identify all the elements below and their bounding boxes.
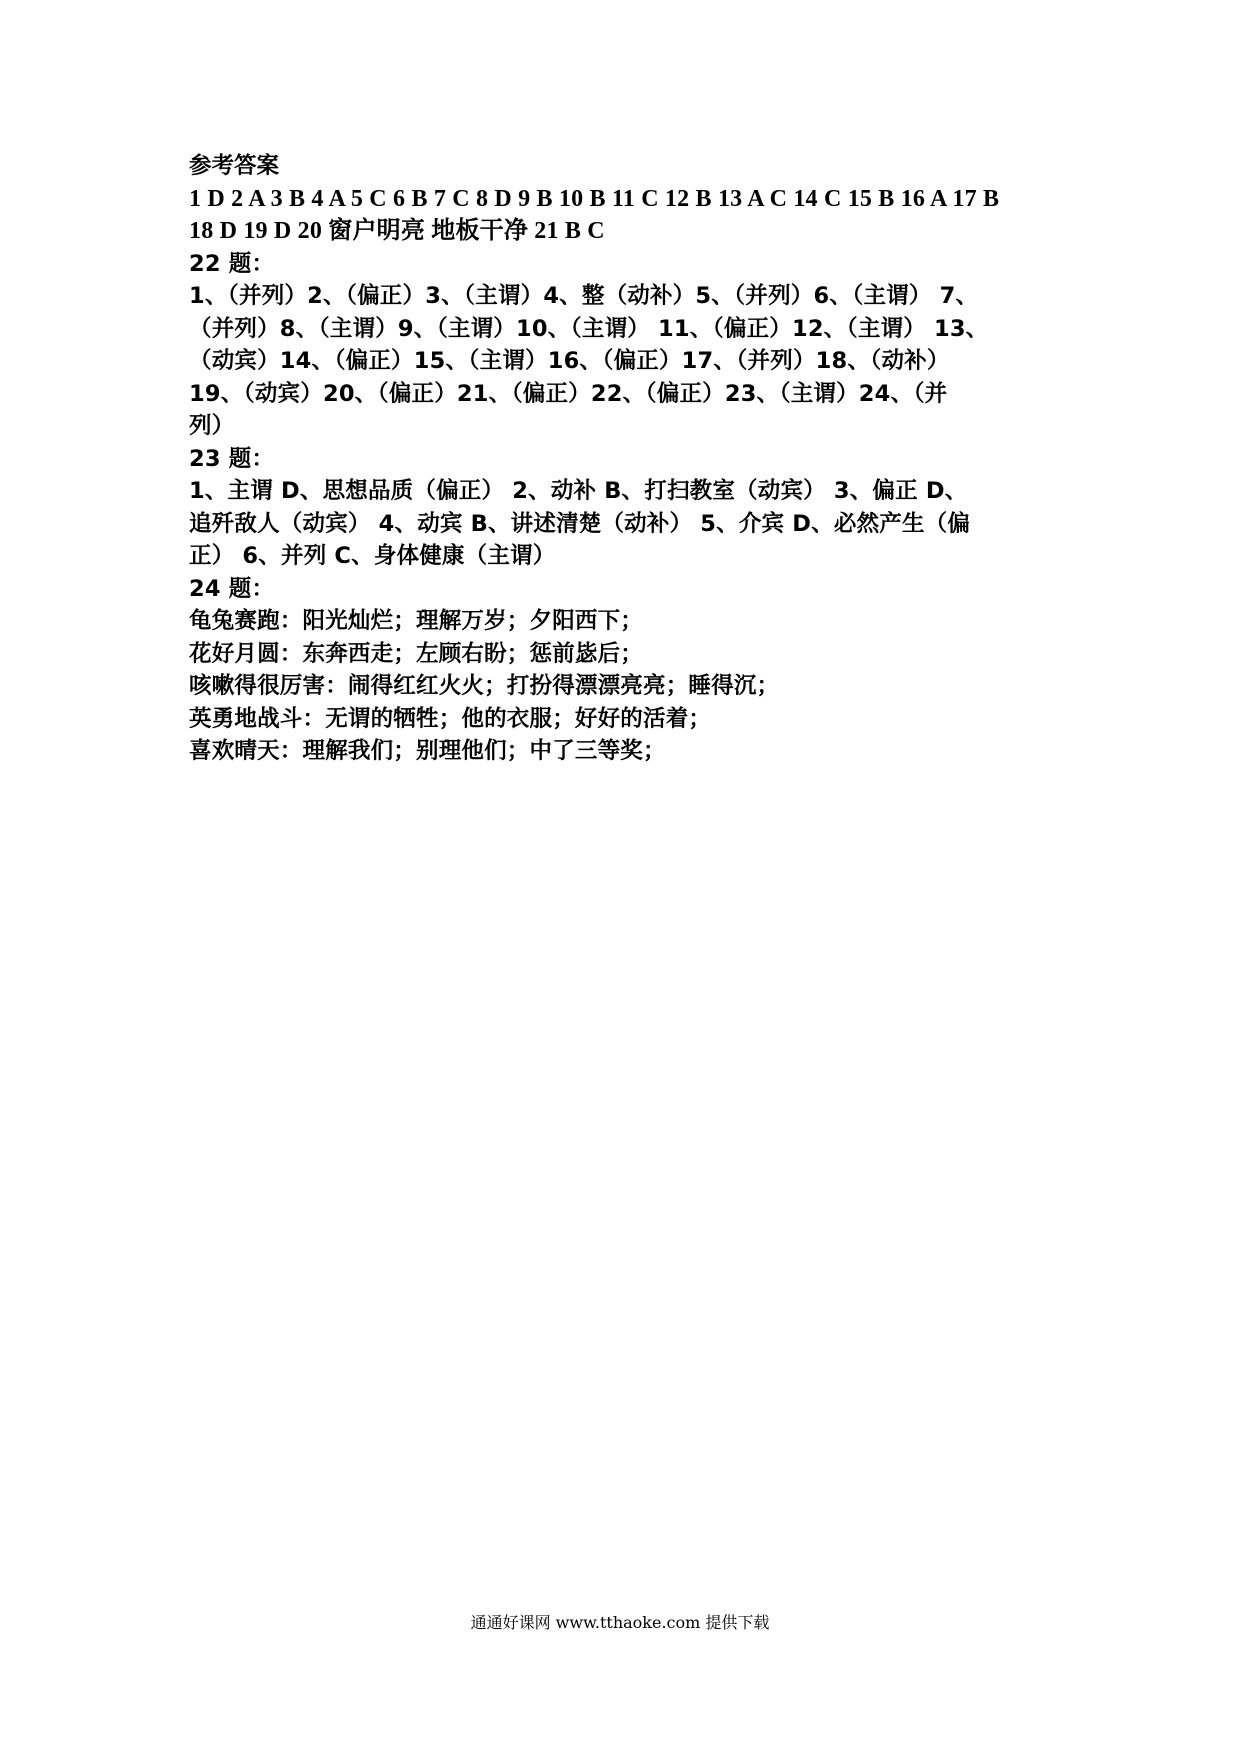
q22-line: （并列）8、（主谓）9、（主谓）10、（主谓） 11、（偏正）12、（主谓） 13、 <box>189 315 989 342</box>
page-title: 参考答案 <box>189 153 280 179</box>
q24-line: 喜欢晴天：理解我们；别理他们；中了三等奖； <box>189 738 666 764</box>
answers-line-2-text: 18 D 19 D 20 窗户明亮 地板干净 21 B C <box>189 218 605 244</box>
answer-key <box>189 150 1061 768</box>
answers-line-1: 1 D 2 A 3 B 4 A 5 C 6 B 7 C 8 D 9 B 10 B 11 C 12 B 13 A C 14 C 15 B 16 A 17 B <box>189 185 1000 212</box>
q22-line: （动宾）14、（偏正）15、（主谓）16、（偏正）17、（并列）18、（动补） <box>189 348 950 374</box>
q23-line: 1、主谓 D、思想品质（偏正） 2、动补 B、打扫教室（动宾） 3、偏正 D、 <box>189 478 968 504</box>
q23-heading: 23 题： <box>189 445 275 472</box>
q24-heading: 24 题： <box>189 575 275 602</box>
q22-line: 列） <box>189 413 235 439</box>
answers-line-2 <box>189 215 1061 248</box>
page-footer: 通通好课网 www.tthaoke.com 提供下载 <box>470 1613 770 1632</box>
q24-line: 英勇地战斗：无谓的牺牲；他的衣服；好好的活着； <box>189 705 712 732</box>
q22-line: 1、（并列）2、（偏正）3、（主谓）4、整（动补）5、（并列）6、（主谓） 7、 <box>189 283 979 309</box>
q24-line: 龟兔赛跑：阳光灿烂；理解万岁；夕阳西下； <box>189 608 644 634</box>
q22-line: 19、（动宾）20、（偏正）21、（偏正）22、（偏正）23、（主谓）24、（并 <box>189 380 948 407</box>
q23-line: 追歼敌人（动宾） 4、动宾 B、讲述清楚（动补） 5、介宾 D、必然产生（偏 <box>189 510 971 537</box>
q22-heading: 22 题： <box>189 250 275 277</box>
q24-line: 花好月圆：东奔西走；左顾右盼；惩前毖后； <box>189 640 644 667</box>
q23-line: 正） 6、并列 C、身体健康（主谓） <box>189 543 556 569</box>
q24-line: 咳嗽得很厉害：闹得红红火火；打扮得漂漂亮亮；睡得沉； <box>189 673 780 699</box>
